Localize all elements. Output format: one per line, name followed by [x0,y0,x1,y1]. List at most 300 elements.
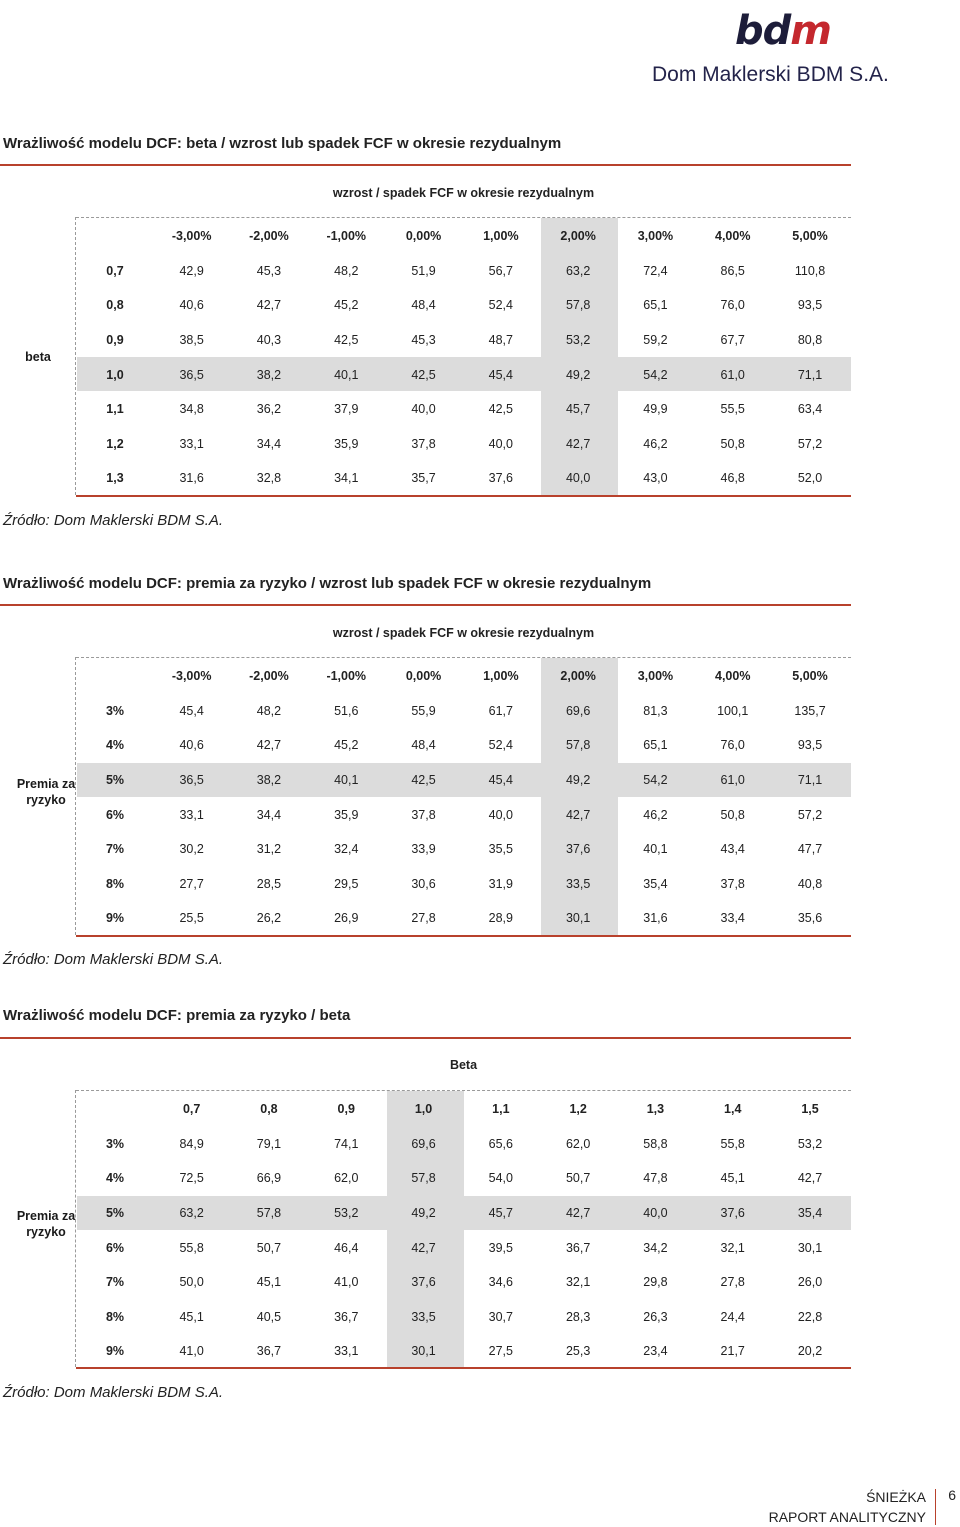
table-row [77,427,849,462]
value-cell: 37,6 [488,471,513,486]
value-cell: 37,8 [411,436,436,451]
column-header-cell: 0,9 [337,1102,355,1117]
table-row [77,1161,849,1196]
value-cell: 57,8 [565,298,591,313]
value-cell: 48,7 [488,333,513,348]
value-cell: 45,4 [488,773,513,788]
value-cell: 29,8 [643,1275,668,1290]
value-cell: 42,5 [411,773,436,788]
value-cell: 43,0 [643,471,668,486]
value-cell: 62,0 [334,1171,359,1186]
table-row [77,461,849,496]
value-cell: 34,4 [256,436,282,451]
value-cell: 31,9 [488,876,513,891]
value-cell: 53,2 [334,1206,359,1221]
value-cell: 42,5 [411,367,436,382]
value-cell: 33,4 [720,911,745,926]
footer-divider [935,1489,936,1525]
table-row [77,254,849,289]
column-header-cell: 5,00% [792,229,828,244]
value-cell: 45,1 [256,1275,282,1290]
column-header-cell: -1,00% [326,669,367,684]
value-cell: 38,2 [256,773,282,788]
value-cell: 63,2 [179,1206,204,1221]
value-cell: 61,0 [720,367,745,382]
source-note: Źródło: Dom Maklerski BDM S.A. [3,1384,224,1401]
value-cell: 33,1 [334,1344,359,1359]
table-row [77,1334,849,1369]
value-cell: 21,7 [720,1344,745,1359]
value-cell: 40,3 [256,333,282,348]
value-cell: 50,0 [179,1275,204,1290]
table-row [77,694,849,729]
value-cell: 37,8 [720,876,745,891]
source-note: Źródło: Dom Maklerski BDM S.A. [3,512,224,529]
row-label-cell: 7% [105,842,125,857]
value-cell: 48,4 [411,738,436,753]
table-row [77,288,849,323]
value-cell: 30,1 [797,1240,823,1255]
value-cell: 53,2 [797,1136,823,1151]
value-cell: 33,1 [179,436,204,451]
row-label-cell: 0,7 [106,263,124,278]
corner-cell [77,1092,153,1127]
column-header-cell: 1,00% [483,669,519,684]
row-label-cell: 0,8 [106,298,124,313]
value-cell: 51,6 [334,703,359,718]
column-header-cell: 1,0 [414,1102,433,1117]
row-label-cell: 0,9 [106,333,124,348]
column-header-row [77,219,849,254]
value-cell: 33,5 [565,876,591,891]
row-label-cell: 4% [105,1171,125,1186]
company-logo [650,8,950,88]
value-cell: 57,8 [256,1206,282,1221]
value-cell: 55,5 [720,402,745,417]
value-cell: 33,1 [179,807,204,822]
value-cell: 42,7 [565,1206,591,1221]
value-cell: 30,1 [411,1344,436,1359]
table-row [77,797,849,832]
value-cell: 35,5 [488,842,513,857]
table-bottom-rule [76,495,851,497]
value-cell: 55,8 [720,1136,745,1151]
logo-accent: m [790,8,831,54]
column-header-cell: 1,00% [483,229,519,244]
value-cell: 48,2 [334,263,359,278]
title-rule [0,164,851,166]
row-label-cell: 1,0 [106,367,124,382]
value-cell: 57,2 [797,436,823,451]
column-header-row [77,659,849,694]
value-cell: 27,8 [720,1275,745,1290]
table-row [77,1300,849,1335]
value-cell: 36,7 [334,1309,359,1324]
value-cell: 20,2 [797,1344,823,1359]
value-cell: 62,0 [565,1136,591,1151]
row-label-cell: 9% [105,911,125,926]
column-group-header: wzrost / spadek FCF w okresie rezydualnym [332,186,595,200]
value-cell: 50,8 [720,807,745,822]
value-cell: 79,1 [256,1136,282,1151]
value-cell: 81,3 [643,703,668,718]
value-cell: 55,9 [411,703,436,718]
sensitivity-section-premium-fcf [0,575,852,975]
logo-mark: bdm [735,8,831,54]
column-header-cell: -2,00% [249,229,289,244]
value-cell: 63,2 [565,263,591,278]
corner-cell [77,219,153,254]
value-cell: 67,7 [720,333,745,348]
value-cell: 22,8 [797,1309,823,1324]
column-header-cell: -2,00% [249,669,289,684]
value-cell: 135,7 [794,703,826,718]
section-title: Wrażliwość modelu DCF: premia za ryzyko / beta [3,1007,351,1024]
value-cell: 28,5 [256,876,282,891]
value-cell: 49,2 [565,773,591,788]
value-cell: 61,7 [488,703,513,718]
value-cell: 35,6 [797,911,823,926]
value-cell: 31,6 [643,911,668,926]
value-cell: 57,8 [565,738,591,753]
table-row [77,1230,849,1265]
value-cell: 56,7 [488,263,513,278]
value-cell: 35,9 [334,807,359,822]
value-cell: 28,3 [565,1309,591,1324]
value-cell: 27,7 [179,876,204,891]
column-header-cell: 0,00% [405,229,442,244]
value-cell: 26,2 [256,911,282,926]
column-header-cell: 0,00% [405,669,442,684]
row-axis-label: beta [25,350,51,364]
column-header-cell: 5,00% [792,669,828,684]
value-cell: 76,0 [720,298,745,313]
value-cell: 45,2 [334,298,359,313]
row-label-cell: 9% [105,1344,125,1359]
table-bottom-rule [76,935,851,937]
column-header-cell: 1,2 [569,1102,587,1117]
value-cell: 49,2 [411,1206,436,1221]
value-cell: 47,8 [643,1171,668,1186]
value-cell: 40,1 [334,367,359,382]
value-cell: 27,5 [488,1344,513,1359]
column-header-cell: 1,1 [492,1102,510,1117]
row-label-cell: 8% [105,1309,125,1324]
table-row [77,867,849,902]
table-row [77,323,849,358]
column-header-cell: 4,00% [715,669,751,684]
value-cell: 71,1 [797,367,823,382]
value-cell: 42,7 [256,298,282,313]
footer-text [769,1487,926,1527]
value-cell: 28,9 [488,911,513,926]
value-cell: 37,6 [565,842,591,857]
column-header-cell: -1,00% [326,229,367,244]
sensitivity-table [77,1092,849,1369]
value-cell: 45,1 [720,1171,745,1186]
column-group-header: Beta [449,1058,478,1072]
value-cell: 42,7 [256,738,282,753]
column-header-cell: -3,00% [171,669,212,684]
column-header-cell: 3,00% [637,669,674,684]
value-cell: 29,5 [334,876,359,891]
value-cell: 49,2 [565,367,591,382]
value-cell: 32,4 [334,842,359,857]
value-cell: 33,5 [411,1309,436,1324]
value-cell: 25,5 [179,911,204,926]
value-cell: 46,2 [643,807,668,822]
value-cell: 36,5 [179,367,204,382]
value-cell: 76,0 [720,738,745,753]
value-cell: 100,1 [717,703,749,718]
value-cell: 30,7 [488,1309,513,1324]
value-cell: 93,5 [797,298,823,313]
source-note: Źródło: Dom Maklerski BDM S.A. [3,951,224,968]
value-cell: 54,2 [643,367,668,382]
column-header-cell: -3,00% [171,229,212,244]
value-cell: 37,9 [334,402,359,417]
table-row [77,357,849,392]
value-cell: 72,5 [179,1171,204,1186]
value-cell: 69,6 [565,703,591,718]
value-cell: 45,3 [256,263,282,278]
value-cell: 54,0 [488,1171,513,1186]
row-label-cell: 1,3 [106,471,124,486]
value-cell: 41,0 [334,1275,359,1290]
value-cell: 65,1 [643,738,668,753]
row-label-cell: 3% [105,1136,125,1151]
header-rule [76,217,851,218]
column-header-cell: 3,00% [637,229,674,244]
value-cell: 40,0 [411,402,436,417]
sensitivity-section-beta-fcf [0,135,852,535]
value-cell: 72,4 [643,263,668,278]
value-cell: 93,5 [797,738,823,753]
value-cell: 35,4 [797,1206,823,1221]
value-cell: 52,0 [797,471,823,486]
value-cell: 45,3 [411,333,436,348]
row-label-cell: 1,2 [106,436,124,451]
value-cell: 37,6 [411,1275,436,1290]
row-label-cell: 6% [105,807,125,822]
value-cell: 45,7 [488,1206,513,1221]
value-cell: 42,5 [334,333,359,348]
value-cell: 26,0 [797,1275,823,1290]
value-cell: 48,4 [411,298,436,313]
footer-company: ŚNIEŻKA [866,1489,926,1505]
value-cell: 35,4 [643,876,668,891]
table-row [77,901,849,936]
value-cell: 40,1 [334,773,359,788]
section-title: Wrażliwość modelu DCF: beta / wzrost lub spadek FCF w okresie rezydualnym [3,135,562,152]
value-cell: 45,4 [179,703,204,718]
value-cell: 45,2 [334,738,359,753]
value-cell: 46,2 [643,436,668,451]
section-title: Wrażliwość modelu DCF: premia za ryzyko / wzrost lub spadek FCF w okresie rezydualnym [3,575,652,592]
column-header-cell: 1,4 [724,1102,742,1117]
value-cell: 43,4 [720,842,745,857]
value-cell: 41,0 [179,1344,204,1359]
column-header-cell: 2,00% [560,229,596,244]
value-cell: 66,9 [256,1171,282,1186]
column-header-cell: 1,3 [646,1102,665,1117]
column-header-cell: 0,7 [182,1102,201,1117]
value-cell: 63,4 [797,402,823,417]
value-cell: 86,5 [720,263,745,278]
value-cell: 40,0 [488,436,513,451]
value-cell: 38,5 [179,333,204,348]
value-cell: 40,6 [179,738,204,753]
value-cell: 30,2 [179,842,204,857]
value-cell: 42,7 [411,1240,436,1255]
value-cell: 46,8 [720,471,745,486]
value-cell: 26,3 [643,1309,668,1324]
value-cell: 32,8 [256,471,282,486]
value-cell: 110,8 [794,263,826,278]
value-cell: 36,7 [565,1240,591,1255]
value-cell: 61,0 [720,773,745,788]
value-cell: 37,6 [720,1206,745,1221]
page-footer [660,1487,960,1525]
value-cell: 50,7 [256,1240,282,1255]
value-cell: 40,8 [797,876,823,891]
column-header-cell: 2,00% [560,669,596,684]
header-rule [76,657,851,658]
table-row [77,392,849,427]
value-cell: 30,6 [411,876,436,891]
value-cell: 42,7 [797,1171,823,1186]
value-cell: 33,9 [411,842,436,857]
value-cell: 42,7 [565,436,591,451]
title-rule [0,1037,851,1039]
value-cell: 25,3 [565,1344,591,1359]
row-label-cell: 4% [105,738,125,753]
table-bottom-rule [76,1367,851,1369]
value-cell: 34,4 [256,807,282,822]
row-label-cell: 8% [105,876,125,891]
value-cell: 39,5 [488,1240,513,1255]
value-cell: 40,0 [565,471,591,486]
column-header-cell: 1,5 [801,1102,819,1117]
table-row [77,763,849,798]
value-cell: 52,4 [488,738,513,753]
value-cell: 23,4 [643,1344,668,1359]
row-label-cell: 1,1 [106,402,124,417]
value-cell: 52,4 [488,298,513,313]
row-label-cell: 5% [105,1206,125,1221]
footer-report-type: RAPORT ANALITYCZNY [768,1509,926,1525]
value-cell: 34,2 [643,1240,668,1255]
table-row [77,1265,849,1300]
column-header-cell: 4,00% [715,229,751,244]
table-row [77,1196,849,1231]
row-label-cell: 3% [105,703,125,718]
value-cell: 32,1 [565,1275,591,1290]
value-cell: 57,8 [411,1171,436,1186]
sensitivity-table [77,219,849,496]
value-cell: 35,7 [411,471,436,486]
row-axis-label: Premia za ryzyko [16,1209,76,1239]
value-cell: 42,7 [565,807,591,822]
sensitivity-table [77,659,849,936]
value-cell: 50,8 [720,436,745,451]
value-cell: 40,6 [179,298,204,313]
table-row [77,1127,849,1162]
value-cell: 48,2 [256,703,282,718]
value-cell: 49,9 [643,402,668,417]
sensitivity-section-premium-beta [0,1007,852,1407]
value-cell: 59,2 [643,333,668,348]
column-header-cell: 0,8 [260,1102,278,1117]
value-cell: 54,2 [643,773,668,788]
value-cell: 74,1 [334,1136,359,1151]
value-cell: 42,5 [488,402,513,417]
value-cell: 84,9 [179,1136,204,1151]
value-cell: 32,1 [720,1240,745,1255]
value-cell: 34,6 [488,1275,513,1290]
value-cell: 42,9 [179,263,204,278]
value-cell: 40,5 [256,1309,282,1324]
value-cell: 26,9 [334,911,359,926]
corner-cell [77,659,153,694]
row-label-cell: 6% [105,1240,125,1255]
value-cell: 50,7 [565,1171,591,1186]
value-cell: 31,2 [256,842,282,857]
column-header-row [77,1092,849,1127]
value-cell: 55,8 [179,1240,204,1255]
value-cell: 40,0 [643,1206,668,1221]
value-cell: 65,1 [643,298,668,313]
value-cell: 57,2 [797,807,823,822]
value-cell: 69,6 [411,1136,436,1151]
value-cell: 40,0 [488,807,513,822]
company-name: Dom Maklerski BDM S.A. [652,63,889,86]
value-cell: 30,1 [565,911,591,926]
value-cell: 45,1 [179,1309,204,1324]
value-cell: 27,8 [411,911,436,926]
value-cell: 47,7 [797,842,823,857]
column-group-header: wzrost / spadek FCF w okresie rezydualnym [332,626,595,640]
value-cell: 36,2 [256,402,282,417]
value-cell: 71,1 [797,773,823,788]
value-cell: 46,4 [334,1240,359,1255]
value-cell: 35,9 [334,436,359,451]
table-row [77,728,849,763]
page-number: 6 [948,1487,956,1503]
value-cell: 34,1 [334,471,359,486]
table-row [77,832,849,867]
row-label-cell: 7% [105,1275,125,1290]
value-cell: 51,9 [411,263,436,278]
value-cell: 34,8 [179,402,204,417]
value-cell: 45,4 [488,367,513,382]
value-cell: 37,8 [411,807,436,822]
value-cell: 80,8 [797,333,823,348]
value-cell: 45,7 [565,402,591,417]
value-cell: 53,2 [565,333,591,348]
value-cell: 24,4 [720,1309,745,1324]
value-cell: 58,8 [643,1136,668,1151]
value-cell: 36,7 [256,1344,282,1359]
row-label-cell: 5% [105,773,125,788]
value-cell: 38,2 [256,367,282,382]
value-cell: 31,6 [179,471,204,486]
value-cell: 40,1 [643,842,668,857]
value-cell: 36,5 [179,773,204,788]
title-rule [0,604,851,606]
row-axis-label: Premia za ryzyko [16,777,76,807]
value-cell: 65,6 [488,1136,513,1151]
